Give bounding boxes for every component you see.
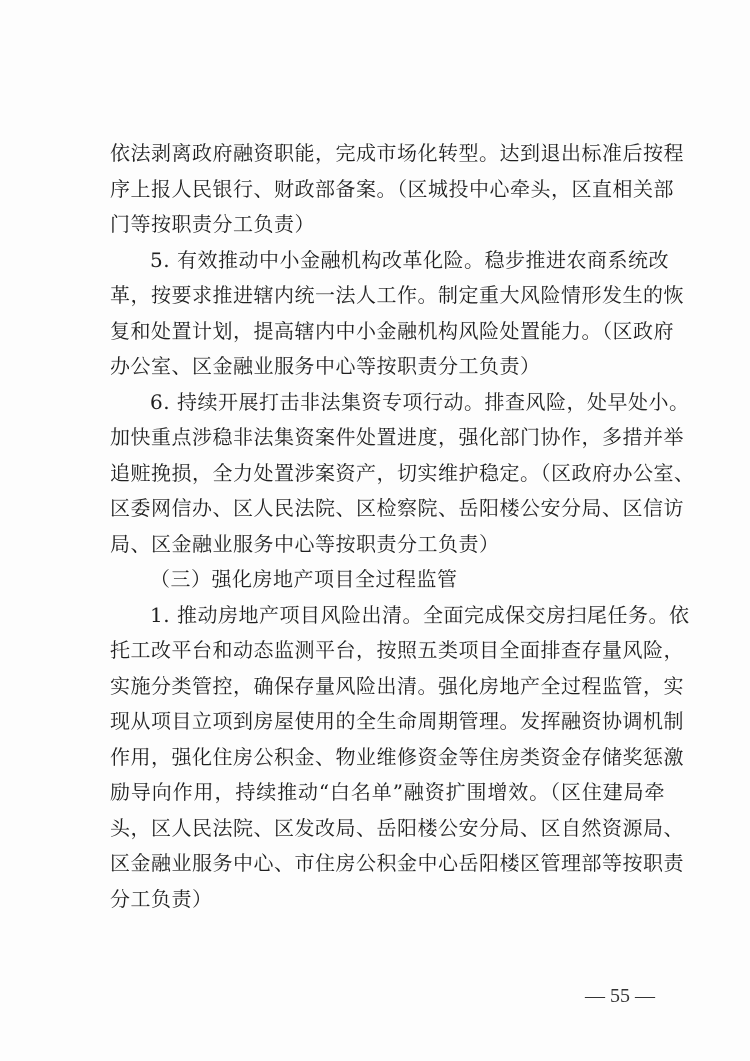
text-line: 办公室、区金融业服务中心等按职责分工负责） <box>110 354 541 378</box>
text-line: 复和处置计划，提高辖内中小金融机构风险处置能力。（区政府 <box>110 318 674 343</box>
text-line: 依法剥离政府融资职能，完成市场化转型。达到退出标准后按程 <box>110 141 684 165</box>
text-line: 托工改平台和动态监测平台，按照五类项目全面排查存量风险， <box>110 638 684 662</box>
text-line: 追赃挽损，全力处置涉案资产，切实维护稳定。（区政府办公室、 <box>110 460 695 485</box>
document-body <box>110 136 695 917</box>
text-line: 实施分类管控，确保存量风险出清。强化房地产全过程监管，实 <box>110 673 684 698</box>
text-line: 1. 推动房地产项目风险出清。全面完成保交房扫尾任务。依 <box>150 602 690 627</box>
text-line: 加快重点涉稳非法集资案件处置进度，强化部门协作，多措并举 <box>110 425 684 449</box>
text-line: 分工负责） <box>110 886 213 911</box>
text-line: 局、区金融业服务中心等按职责分工负责） <box>110 531 500 556</box>
text-line: 现从项目立项到房屋使用的全生命周期管理。发挥融资协调机制 <box>110 709 684 733</box>
text-line: 区金融业服务中心、市住房公积金中心岳阳楼区管理部等按职责 <box>110 851 684 875</box>
text-line: 头，区人民法院、区发改局、岳阳楼公安分局、区自然资源局、 <box>110 815 684 840</box>
text-line: 5. 有效推动中小金融机构改革化险。稳步推进农商系统改 <box>150 247 669 272</box>
text-line: 励导向作用，持续推动“白名单”融资扩围增效。（区住建局牵 <box>110 780 665 804</box>
text-line: 区委网信办、区人民法院、区检察院、岳阳楼公安分局、区信访 <box>110 496 684 520</box>
section-heading: （三）强化房地产项目全过程监管 <box>150 567 458 591</box>
text-line: 门等按职责分工负责） <box>110 212 315 236</box>
text-line: 革，按要求推进辖内统一法人工作。制定重大风险情形发生的恢 <box>110 283 684 307</box>
text-line: 序上报人民银行、财政部备案。（区城投中心牵头，区直相关部 <box>110 176 674 201</box>
page-number: — 55 — <box>585 985 655 1007</box>
text-line: 作用，强化住房公积金、物业维修资金等住房类资金存储奖惩激 <box>110 744 684 769</box>
text-line: 6. 持续开展打击非法集资专项行动。排查风险，处早处小。 <box>150 389 690 414</box>
